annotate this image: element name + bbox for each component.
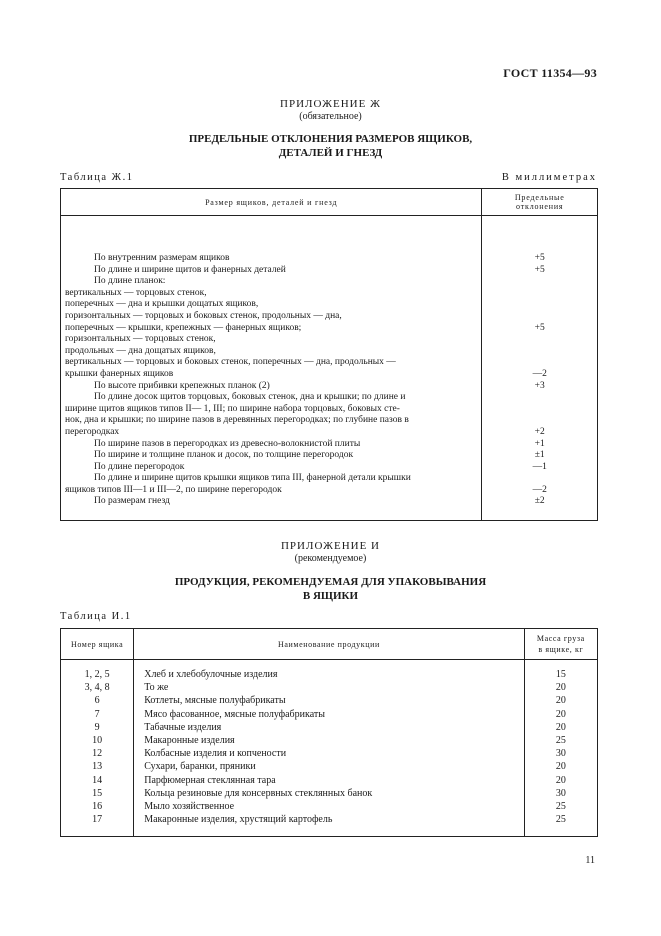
table-i-row-number: 9 — [94, 721, 100, 733]
table-zh-row-value: +3 — [534, 380, 545, 391]
table-i-body-row — [61, 660, 598, 837]
table-i-col-mass-line1: Масса груза — [536, 634, 585, 643]
table-zh-col-deviation-line2: отклонения — [516, 202, 564, 211]
table-i-col-number: Номер ящика — [61, 629, 134, 660]
table-zh-row-value — [482, 392, 597, 404]
table-i-row-number: 17 — [92, 814, 103, 826]
table-i-row-number: 14 — [92, 774, 103, 786]
table-zh-row-value — [482, 311, 597, 323]
table-i-row-name: Макаронные изделия, хрустящий картофель — [144, 814, 333, 826]
appendix-zh-heading-line2: ДЕТАЛЕЙ И ГНЕЗД — [278, 147, 383, 159]
page-number: 11 — [585, 855, 595, 866]
appendix-i-heading-line2: В ЯЩИКИ — [302, 590, 359, 602]
table-zh-row-value: —2 — [532, 484, 547, 495]
table-i-row-name: Кольца резиновые для консервных стеклянных банок — [144, 787, 373, 799]
table-zh-row-value: +5 — [534, 253, 545, 263]
table-zh-row-value: —1 — [532, 461, 547, 472]
table-i — [60, 628, 598, 837]
table-i-mass-cell — [524, 660, 597, 837]
table-zh-row-text: По длине досок щитов торцовых, боковых стенок, дна и крышки; по длине и — [94, 392, 406, 403]
table-i-row-number: 12 — [92, 748, 103, 760]
table-zh-row-value: +2 — [534, 426, 545, 437]
table-zh-row-value — [482, 334, 597, 346]
table-i-row-mass: 30 — [555, 787, 566, 799]
table-zh-row-text: горизонтальных — торцовых и боковых стенок, продольных — дна, — [65, 310, 342, 321]
table-i-row-name: Парфюмерная стеклянная тара — [144, 774, 276, 786]
table-i-row-number: 10 — [92, 734, 103, 746]
table-i-row-mass: 25 — [555, 800, 566, 812]
appendix-i-heading — [0, 575, 661, 603]
table-zh-row-value: —2 — [532, 368, 547, 379]
table-zh-row-value — [482, 299, 597, 311]
table-zh-col-deviation — [482, 189, 598, 216]
table-zh-value-cell — [482, 216, 598, 521]
table-zh-row-text: крышки фанерных ящиков — [65, 368, 174, 379]
table-zh-row-value: ±1 — [534, 450, 545, 461]
table-i-row-number: 15 — [92, 787, 103, 799]
table-i-col-mass-line2: в ящике, кг — [538, 645, 584, 654]
table-zh-row-value — [482, 404, 597, 416]
table-i-row-mass: 20 — [555, 682, 566, 694]
table-i-row-name: Сухари, баранки, пряники — [144, 761, 256, 773]
table-zh-row-value — [482, 346, 597, 358]
appendix-zh-status: (обязательное) — [299, 111, 362, 122]
table-zh-row-text: По ширине и толщине планок и досок, по толщине перегородок — [94, 450, 354, 461]
table-zh-row-value — [482, 415, 597, 427]
table-zh-row-value — [482, 276, 597, 288]
appendix-i-title: ПРИЛОЖЕНИЕ И — [280, 540, 380, 552]
table-i-row-mass: 30 — [555, 748, 566, 760]
table-zh-body-row — [61, 216, 598, 521]
table-zh-row-value: ±2 — [534, 496, 545, 507]
table-i-row-name: Колбасные изделия и копчености — [144, 748, 287, 760]
table-zh-row-text: По высоте прибивки крепежных планок (2) — [94, 380, 270, 391]
table-zh-col-size: Размер ящиков, деталей и гнезд — [61, 189, 482, 216]
table-i-row-number: 3, 4, 8 — [84, 682, 110, 694]
appendix-zh-heading — [0, 132, 661, 160]
table-i-row-mass: 20 — [555, 695, 566, 707]
table-i-number-cell — [61, 660, 134, 837]
table-zh-label: Таблица Ж.1 — [60, 172, 134, 183]
table-i-row-number: 16 — [92, 800, 103, 812]
table-zh — [60, 188, 598, 521]
table-zh-row-value — [482, 288, 597, 300]
table-zh-row-text: По длине и ширине щитов крышки ящиков типа III, фанерной детали крышки — [94, 473, 411, 484]
table-zh-row-text: По размерам гнезд — [94, 496, 170, 507]
table-i-header-row — [61, 629, 598, 660]
table-zh-row-text: По внутренним размерам ящиков — [94, 253, 230, 263]
table-i-row-name: Табачные изделия — [144, 721, 222, 733]
table-i-row-mass: 25 — [555, 814, 566, 826]
table-i-row-name: Хлеб и хлебобулочные изделия — [144, 669, 278, 680]
table-i-row-number: 13 — [92, 761, 103, 773]
table-i-row-mass: 20 — [555, 721, 566, 733]
table-i-col-name: Наименование продукции — [134, 629, 525, 660]
table-zh-row-text: вертикальных — торцовых и боковых стенок, поперечных — дна, продольных — — [65, 357, 396, 368]
table-zh-row-text: горизонтальных — торцовых стенок, — [65, 334, 216, 345]
table-zh-row-text: ящиков типов III—1 и III—2, по ширине перегородок — [65, 484, 282, 495]
appendix-i-heading-line1: ПРОДУКЦИЯ, РЕКОМЕНДУЕМАЯ ДЛЯ УПАКОВЫВАНИЯ — [174, 576, 487, 588]
table-zh-row-text: По ширине пазов в перегородках из древесно-волокнистой плиты — [94, 438, 361, 449]
table-i-col-mass — [524, 629, 597, 660]
table-zh-row-value — [482, 473, 597, 485]
table-i-row-number: 1, 2, 5 — [84, 669, 110, 680]
table-i-row-name: Котлеты, мясные полуфабрикаты — [144, 695, 286, 707]
table-zh-row-text: поперечных — дна и крышки дощатых ящиков, — [65, 299, 259, 310]
table-i-label: Таблица И.1 — [60, 611, 132, 622]
table-zh-row-text: перегородках — [65, 426, 120, 437]
table-i-row-name: То же — [144, 682, 169, 694]
table-i-row-number: 7 — [94, 708, 100, 720]
table-zh-text-cell — [61, 216, 482, 521]
table-zh-row-value: +1 — [534, 438, 545, 449]
table-zh-row-text: ширине щитов ящиков типов II— 1, III; по ширине набора торцовых, боковых сте- — [65, 403, 400, 414]
table-i-row-mass: 20 — [555, 774, 566, 786]
table-zh-row-text: По длине и ширине щитов и фанерных деталей — [94, 264, 286, 275]
table-i-row-name: Макаронные изделия — [144, 734, 235, 746]
appendix-i-status: (рекомендуемое) — [294, 553, 367, 564]
table-i-row-mass: 25 — [555, 734, 566, 746]
appendix-zh-heading-line1: ПРЕДЕЛЬНЫЕ ОТКЛОНЕНИЯ РАЗМЕРОВ ЯЩИКОВ, — [188, 133, 473, 145]
table-zh-row-text: вертикальных — торцовых стенок, — [65, 287, 207, 298]
table-zh-row-text: поперечных — крышки, крепежных — фанерных ящиков; — [65, 322, 302, 333]
document-code: ГОСТ 11354—93 — [503, 66, 597, 80]
table-zh-row-text: нок, дна и крышки; по ширине пазов в деревянных перегородках; по глубине пазов в — [65, 415, 409, 426]
table-zh-row-value — [482, 357, 597, 369]
table-i-row-mass: 15 — [555, 669, 566, 680]
table-zh-row-value: +5 — [534, 264, 545, 275]
table-i-row-mass: 20 — [555, 761, 566, 773]
table-i-row-name: Мясо фасованное, мясные полуфабрикаты — [144, 708, 325, 720]
table-i-row-name: Мыло хозяйственное — [144, 800, 235, 812]
table-zh-col-deviation-line1: Предельные — [514, 193, 565, 202]
table-zh-row-text: По длине планок: — [94, 276, 166, 287]
table-zh-header-row — [61, 189, 598, 216]
table-i-row-mass: 20 — [555, 708, 566, 720]
appendix-zh-title: ПРИЛОЖЕНИЕ Ж — [280, 98, 381, 110]
table-zh-row-text: продольных — дна дощатых ящиков, — [65, 345, 216, 356]
table-i-row-number: 6 — [94, 695, 100, 707]
table-zh-row-value: +5 — [534, 322, 545, 333]
table-zh-units: В миллиметрах — [501, 172, 597, 183]
table-i-name-cell — [134, 660, 525, 837]
table-zh-row-text: По длине перегородок — [94, 461, 185, 472]
